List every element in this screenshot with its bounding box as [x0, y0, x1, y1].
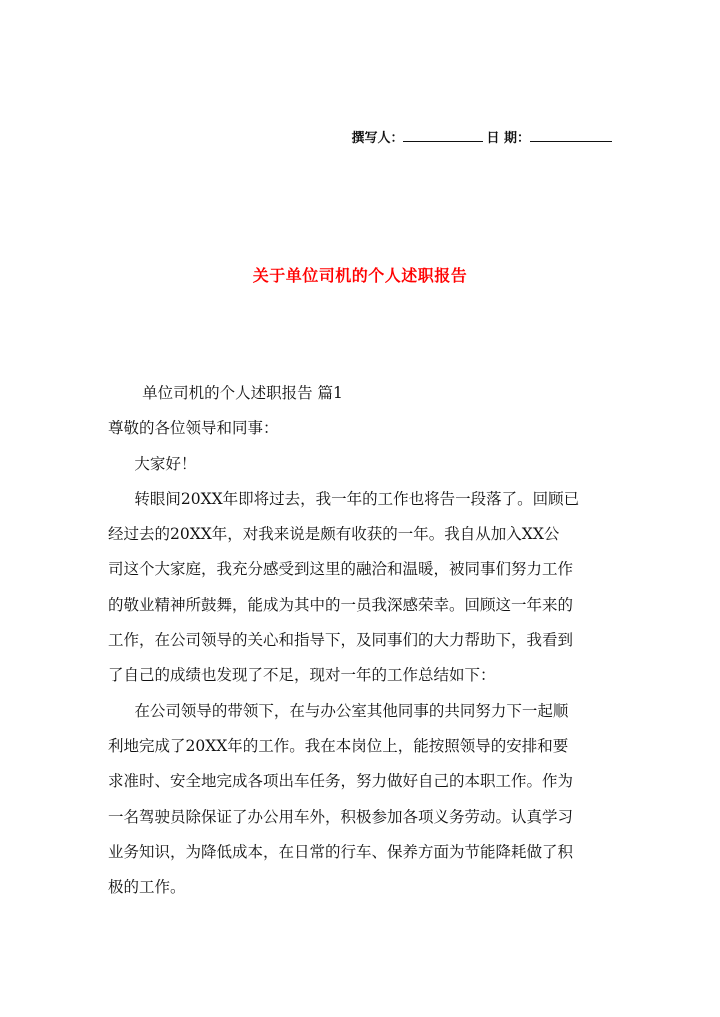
paragraph-line: 经过去的20XX年，对我来说是颇有收获的一年。我自从加入XX公	[108, 525, 560, 544]
author-blank	[403, 127, 483, 142]
author-label: 撰写人：	[351, 131, 404, 146]
salute: 大家好！	[134, 454, 197, 473]
paragraph-line: 司这个大家庭，我充分感受到这里的融洽和温暖，被同事们努力工作	[108, 560, 574, 579]
author-date-line	[351, 127, 612, 146]
paragraph-line: 一名驾驶员除保证了办公用车外，积极参加各项义务劳动。认真学习	[108, 807, 574, 826]
paragraph-line: 在公司领导的带领下，在与办公室其他同事的共同努力下一起顺	[134, 701, 569, 720]
report-subtitle: 单位司机的个人述职报告 篇1	[142, 384, 343, 402]
greeting: 尊敬的各位领导和同事：	[108, 419, 279, 438]
paragraph-line: 了自己的成绩也发现了不足，现对一年的工作总结如下：	[108, 666, 496, 685]
paragraph-2	[108, 694, 613, 906]
date-label: 日 期：	[486, 131, 530, 146]
document-title: 关于单位司机的个人述职报告	[252, 266, 468, 285]
paragraph-line: 业务知识，为降低成本，在日常的行车、保养方面为节能降耗做了积	[108, 842, 574, 861]
paragraph-line: 利地完成了20XX年的工作。我在本岗位上，能按照领导的安排和要	[108, 736, 569, 755]
paragraph-line: 极的工作。	[108, 878, 186, 897]
date-blank	[530, 127, 612, 142]
paragraph-line: 求准时、安全地完成各项出车任务，努力做好自己的本职工作。作为	[108, 772, 574, 791]
document-body	[108, 376, 613, 905]
paragraph-1	[108, 482, 613, 694]
paragraph-line: 工作，在公司领导的关心和指导下，及同事们的大力帮助下，我看到	[108, 631, 574, 650]
paragraph-line: 转眼间20XX年即将过去，我一年的工作也将告一段落了。回顾已	[134, 489, 580, 508]
paragraph-line: 的敬业精神所鼓舞，能成为其中的一员我深感荣幸。回顾这一年来的	[108, 595, 574, 614]
